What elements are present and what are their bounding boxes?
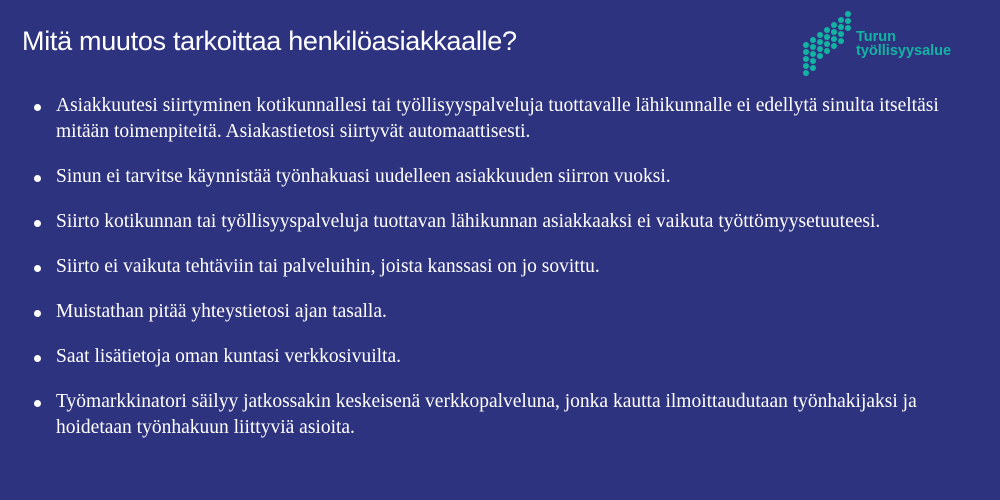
logo-line-1: Turun (856, 29, 896, 45)
bullet-item: Siirto ei vaikuta tehtäviin tai palveluihin, joista kanssasi on jo sovittu. (34, 254, 974, 280)
bullet-item: Työmarkkinatori säilyy jatkossakin keskeisenä verkkopalveluna, jonka kautta ilmoittaudutaan työnhakijaksi ja hoidetaan työnhakuun liittyviä asioita. (34, 389, 974, 441)
logo-wordmark (856, 30, 951, 58)
logo (800, 8, 990, 80)
page-title: Mitä muutos tarkoittaa henkilöasiakkaalle? (22, 26, 517, 56)
bullet-list (34, 93, 974, 460)
dotted-diagonal-logo-icon (800, 8, 860, 80)
bullet-item: Siirto kotikunnan tai työllisyyspalveluja tuottavan lähikunnan asiakkaaksi ei vaikuta työttömyysetuuteesi. (34, 209, 974, 235)
bullet-item: Saat lisätietoja oman kuntasi verkkosivuilta. (34, 344, 974, 370)
bullet-item: Sinun ei tarvitse käynnistää työnhakuasi uudelleen asiakkuuden siirron vuoksi. (34, 164, 974, 190)
bullet-item: Asiakkuutesi siirtyminen kotikunnallesi tai työllisyyspalveluja tuottavalle lähikunnalle ei edellytä sinulta itseltäsi mitään toimenpiteitä. Asiakastietosi siirtyvät automaattisesti. (34, 93, 974, 145)
bullet-item: Muistathan pitää yhteystietosi ajan tasalla. (34, 299, 974, 325)
logo-line-2: työllisyysalue (856, 43, 952, 59)
